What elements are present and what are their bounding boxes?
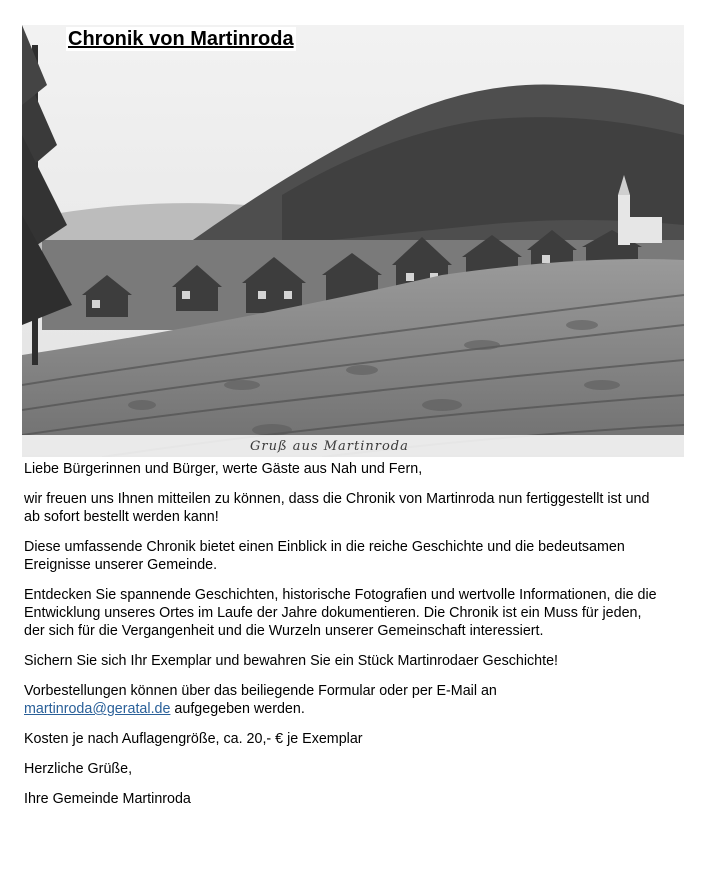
letter-body bbox=[24, 460, 664, 820]
discover-paragraph: Entdecken Sie spannende Geschichten, historische Fotografien und wertvolle Informationen, die die Entwicklung unseres Ortes im Laufe der Jahre dokumentieren. Die Chronik ist ein Muss für jeden, der sich für die Vergangenheit und die Wurzeln unserer Gemeinschaft interessiert. bbox=[24, 587, 657, 639]
greeting-paragraph: Liebe Bürgerinnen und Bürger, werte Gäste aus Nah und Fern, bbox=[24, 461, 423, 477]
page-title: Chronik von Martinroda bbox=[68, 28, 294, 50]
overview-paragraph: Diese umfassende Chronik bietet einen Einblick in die reiche Geschichte und die bedeutsamen Ereignisse unserer Gemeinde. bbox=[24, 539, 625, 573]
regards-paragraph: Herzliche Grüße, bbox=[24, 761, 133, 777]
preorder-paragraph bbox=[24, 682, 664, 718]
preorder-prefix: Vorbestellungen können über das beiliegende Formular oder per E-Mail an bbox=[24, 683, 497, 699]
signature-paragraph: Ihre Gemeinde Martinroda bbox=[24, 791, 191, 807]
cost-paragraph: Kosten je nach Auflagengröße, ca. 20,- € je Exemplar bbox=[24, 731, 363, 747]
preorder-suffix: aufgegeben werden. bbox=[170, 701, 305, 717]
photo-caption: Gruß aus Martinroda bbox=[250, 439, 409, 454]
secure-paragraph: Sichern Sie sich Ihr Exemplar und bewahren Sie ein Stück Martinrodaer Geschichte! bbox=[24, 653, 559, 669]
historic-postcard-photo bbox=[22, 25, 684, 457]
announcement-paragraph: wir freuen uns Ihnen mitteilen zu können, dass die Chronik von Martinroda nun fertiggestellt ist und ab sofort bestellt werden kann! bbox=[24, 491, 650, 525]
email-link[interactable]: martinroda@geratal.de bbox=[24, 701, 171, 717]
